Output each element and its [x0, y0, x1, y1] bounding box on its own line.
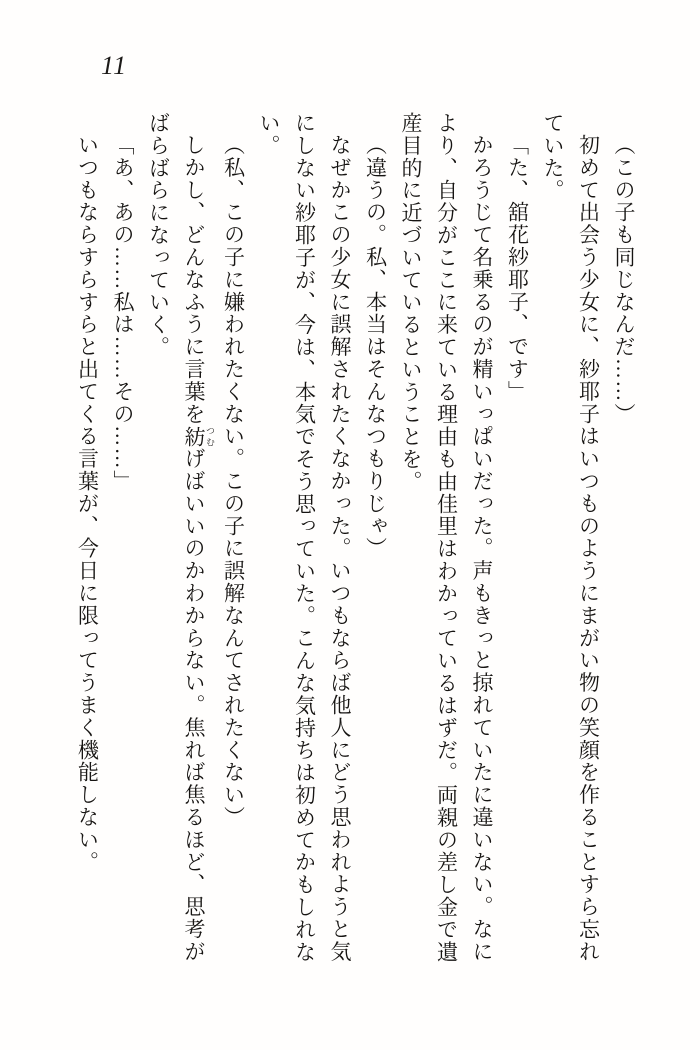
text-column: 産目的に近づいているということを。 [399, 112, 423, 493]
text-column: より、自分がここに来ている理由も由佳里はわかっているはずだ。両親の差し金で遺 [434, 112, 459, 964]
text-column: しかし、どんなふうに言葉を紡 つむげばいいのかわからない。焦れば焦るほど、思考が [182, 134, 215, 964]
text-column: 初めて出会う少女に、紗耶子はいつものようにまがい物の笑顔を作ることすら忘れ [576, 134, 601, 964]
text-column: いつもならすらすらと出てくる言葉が、今日に限ってうまく機能しない。 [75, 134, 100, 874]
text-column: なぜかこの少女に誤解されたくなかった。いつもならば他人にどう思われようと気 [328, 134, 352, 964]
text-column: 「た、舘花紗耶子、です」 [505, 134, 530, 404]
text-column: （違うの。私、本当はそんなつもりじゃ） [363, 134, 388, 560]
text-column: い。 [257, 112, 281, 157]
text-column: 「あ、あの……私は……その……」 [111, 134, 135, 493]
text-column: ばらばらになっていく。 [146, 112, 171, 359]
text-column: （この子も同じなんだ……） [612, 134, 636, 426]
page-text [69, 112, 641, 972]
text-column: （私、この子に嫌われたくない。この子に誤解なんてされたくない） [221, 134, 246, 829]
page-number: 11 [101, 51, 128, 80]
text-column: かろうじて名乗るのが精いっぱいだった。声もきっと掠れていたに違いない。なに [470, 134, 494, 964]
text-column: ていた。 [541, 112, 565, 202]
ruby-annotated-word: 紡 つむ [182, 425, 215, 448]
text-column: にしない紗耶子が、今は、本気でそう思っていた。こんな気持ちは初めてかもしれな [292, 112, 317, 964]
